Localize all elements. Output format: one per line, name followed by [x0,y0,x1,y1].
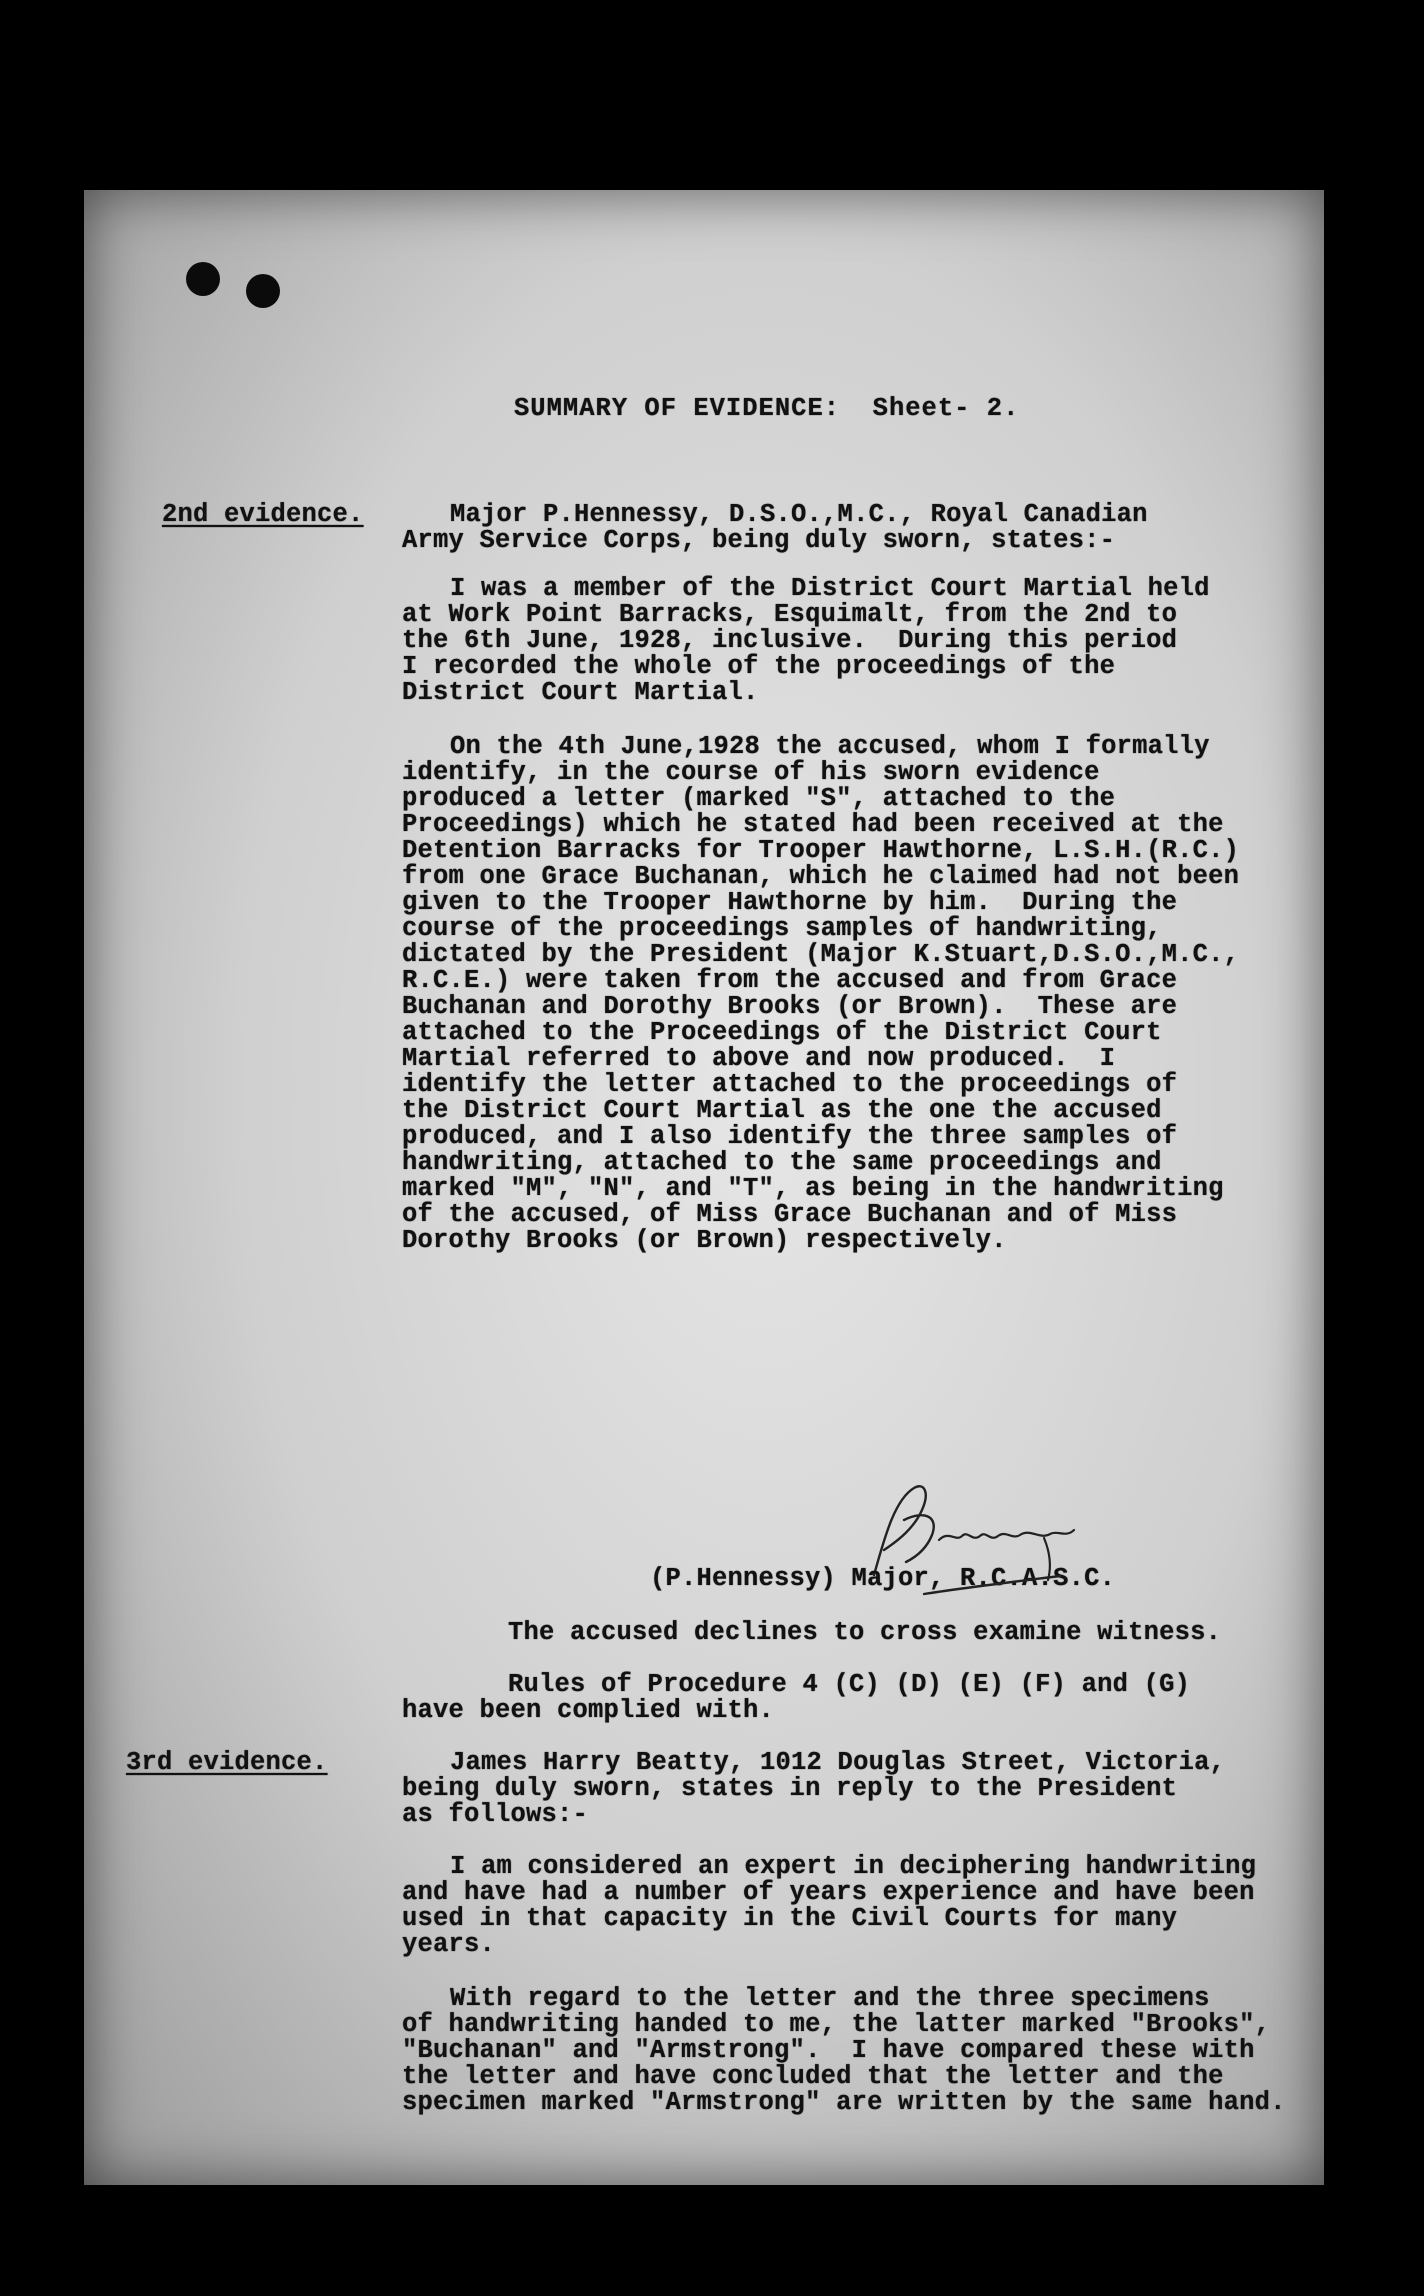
para-line: the letter and have concluded that the letter and the [402,2062,1224,2091]
side-label-2nd-evidence: 2nd evidence. [162,500,364,529]
para-line: I was a member of the District Court Martial held [450,574,1210,603]
para-line: the 6th June, 1928, inclusive. During this period [402,626,1178,655]
para-line: Rules of Procedure 4 (C) (D) (E) (F) and (G) [508,1670,1191,1699]
para-line: Detention Barracks for Trooper Hawthorne, L.S.H.(R.C.) [402,836,1240,865]
intro-line: James Harry Beatty, 1012 Douglas Street, Victoria, [450,1748,1226,1777]
para-line: of the accused, of Miss Grace Buchanan and of Miss [402,1200,1178,1229]
para-line: District Court Martial. [402,678,759,707]
para-line: R.C.E.) were taken from the accused and from Grace [402,966,1178,995]
third-evidence-intro [402,1750,1225,1828]
para-line: years. [402,1930,496,1959]
para-line: produced, and I also identify the three samples of [402,1122,1178,1151]
para-line: With regard to the letter and the three specimens [450,1984,1210,2013]
para-line: used in that capacity in the Civil Courts for many [402,1904,1178,1933]
rules-of-procedure [402,1672,1190,1724]
para-line: from one Grace Buchanan, which he claimed had not been [402,862,1240,891]
punch-hole-left [186,262,220,296]
para-line: I am considered an expert in deciphering handwriting [450,1852,1257,1881]
para-line: the District Court Martial as the one the accused [402,1096,1162,1125]
para-line: I recorded the whole of the proceedings of the [402,652,1116,681]
intro-line: as follows:- [402,1800,589,1829]
third-evidence-para2 [402,1986,1286,2116]
strike-through-mark [922,1574,1062,1596]
para-line: identify, in the course of his sworn evidence [402,758,1100,787]
para-line: at Work Point Barracks, Esquimalt, from the 2nd to [402,600,1178,629]
intro-line: Army Service Corps, being duly sworn, states:- [402,526,1116,555]
para-line: dictated by the President (Major K.Stuart,D.S.O.,M.C., [402,940,1240,969]
para-line: identify the letter attached to the proceedings of [402,1070,1178,1099]
page-title: SUMMARY OF EVIDENCE: Sheet- 2. [514,394,1020,423]
para-line: Dorothy Brooks (or Brown) respectively. [402,1226,1007,1255]
para-line: On the 4th June,1928 the accused, whom I formally [450,732,1210,761]
intro-line: Major P.Hennessy, D.S.O.,M.C., Royal Canadian [450,500,1148,529]
document-sheet [84,190,1324,2185]
punch-hole-right [246,274,280,308]
second-evidence-para1 [402,576,1210,706]
intro-line: being duly sworn, states in reply to the President [402,1774,1178,1803]
para-line: produced a letter (marked "S", attached to the [402,784,1116,813]
para-line: handwriting, attached to the same proceedings and [402,1148,1162,1177]
para-line: attached to the Proceedings of the District Court [402,1018,1162,1047]
para-line: Martial referred to above and now produced. I [402,1044,1116,1073]
signature-caption: (P.Hennessy) Major, R.C.A.S.C. [650,1564,1116,1593]
side-label-3rd-evidence: 3rd evidence. [126,1748,328,1777]
cross-examine-statement: The accused declines to cross examine witness. [508,1618,1222,1647]
second-evidence-intro [402,502,1148,554]
para-line: Proceedings) which he stated had been received at the [402,810,1224,839]
para-line: and have had a number of years experience and have been [402,1878,1255,1907]
para-line: marked "M", "N", and "T", as being in the handwriting [402,1174,1224,1203]
para-line: have been complied with. [402,1696,775,1725]
para-line: Buchanan and Dorothy Brooks (or Brown). These are [402,992,1178,1021]
para-line: "Buchanan" and "Armstrong". I have compared these with [402,2036,1255,2065]
para-line: specimen marked "Armstrong" are written by the same hand. [402,2088,1286,2117]
para-line: course of the proceedings samples of handwriting, [402,914,1162,943]
third-evidence-para1 [402,1854,1256,1958]
para-line: of handwriting handed to me, the latter marked "Brooks", [402,2010,1271,2039]
para-line: given to the Trooper Hawthorne by him. During the [402,888,1178,917]
second-evidence-para2 [402,734,1239,1254]
